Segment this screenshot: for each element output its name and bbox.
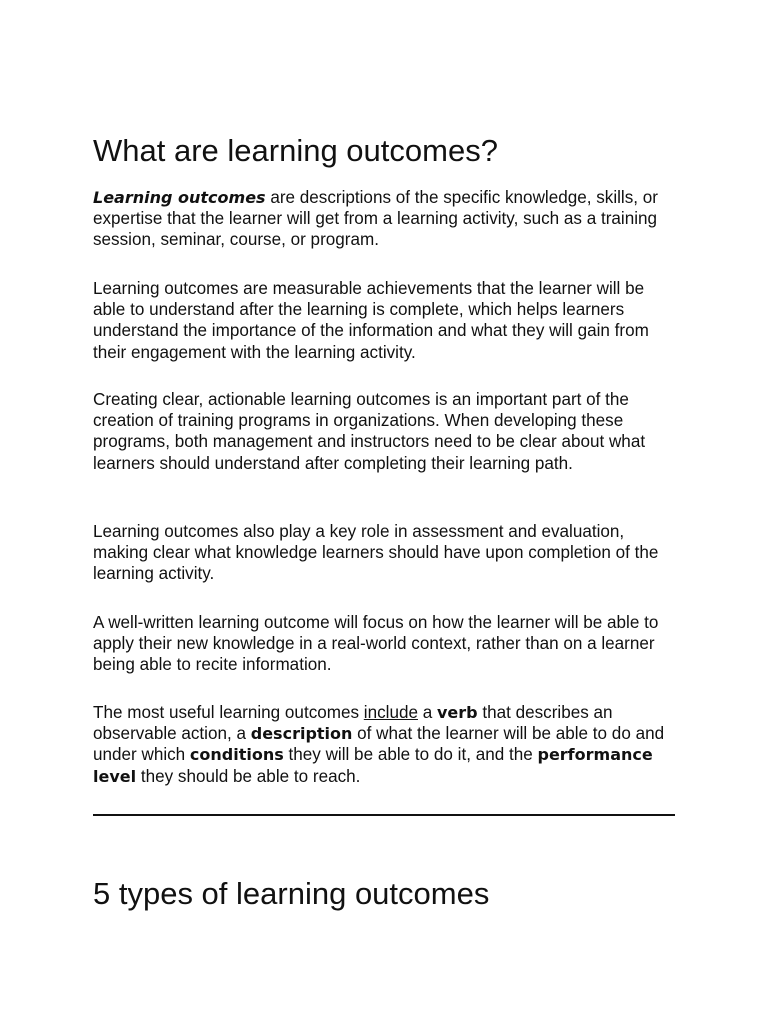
text-run: they should be able to reach. xyxy=(136,766,361,786)
paragraph-most-useful xyxy=(93,702,678,787)
bold-term-performance-level: performance level xyxy=(93,745,653,786)
horizontal-divider xyxy=(93,814,675,816)
term-learning-outcomes: Learning outcomes xyxy=(93,188,266,207)
paragraph-real-world: A well-written learning outcome will focus on how the learner will be able to apply their new knowledge in a real-world context, rather than on a learner being able to recite information. xyxy=(93,613,659,675)
paragraph-definition xyxy=(93,187,678,251)
text-run: a xyxy=(417,703,437,722)
section-heading-what-are-learning-outcomes: What are learning outcomes? xyxy=(93,133,498,168)
include-link[interactable]: include xyxy=(363,703,418,722)
text-run: they will be able to do it, and the xyxy=(283,745,538,765)
paragraph-assessment: Learning outcomes also play a key role in assessment and evaluation, making clear what knowledge learners should have upon completion of the learning activity. xyxy=(93,522,659,584)
text-run: of what the learner will be able to do and under which xyxy=(93,724,665,765)
bold-term-verb: verb xyxy=(436,703,478,722)
paragraph-training-programs: Creating clear, actionable learning outcomes is an important part of the creation of training programs in organizations. When developing these programs, both management and instructors need to be clear about what learners should understand after completing their learning path. xyxy=(93,390,646,473)
bold-term-description: description xyxy=(250,724,353,744)
text-run: that describes an observable action, a xyxy=(93,703,613,744)
definition-text: are descriptions of the specific knowledge, skills, or expertise that the learner will get from a learning activity, such as a training session, seminar, course, or program. xyxy=(93,188,658,250)
section-heading-5-types: 5 types of learning outcomes xyxy=(93,876,490,911)
bold-term-conditions: conditions xyxy=(189,745,284,765)
paragraph-measurable: Learning outcomes are measurable achievements that the learner will be able to understand after the learning is complete, which helps learners understand the importance of the information and what they will gain from their engagement with the learning activity. xyxy=(93,279,649,362)
text-run: The most useful learning outcomes xyxy=(93,703,364,722)
